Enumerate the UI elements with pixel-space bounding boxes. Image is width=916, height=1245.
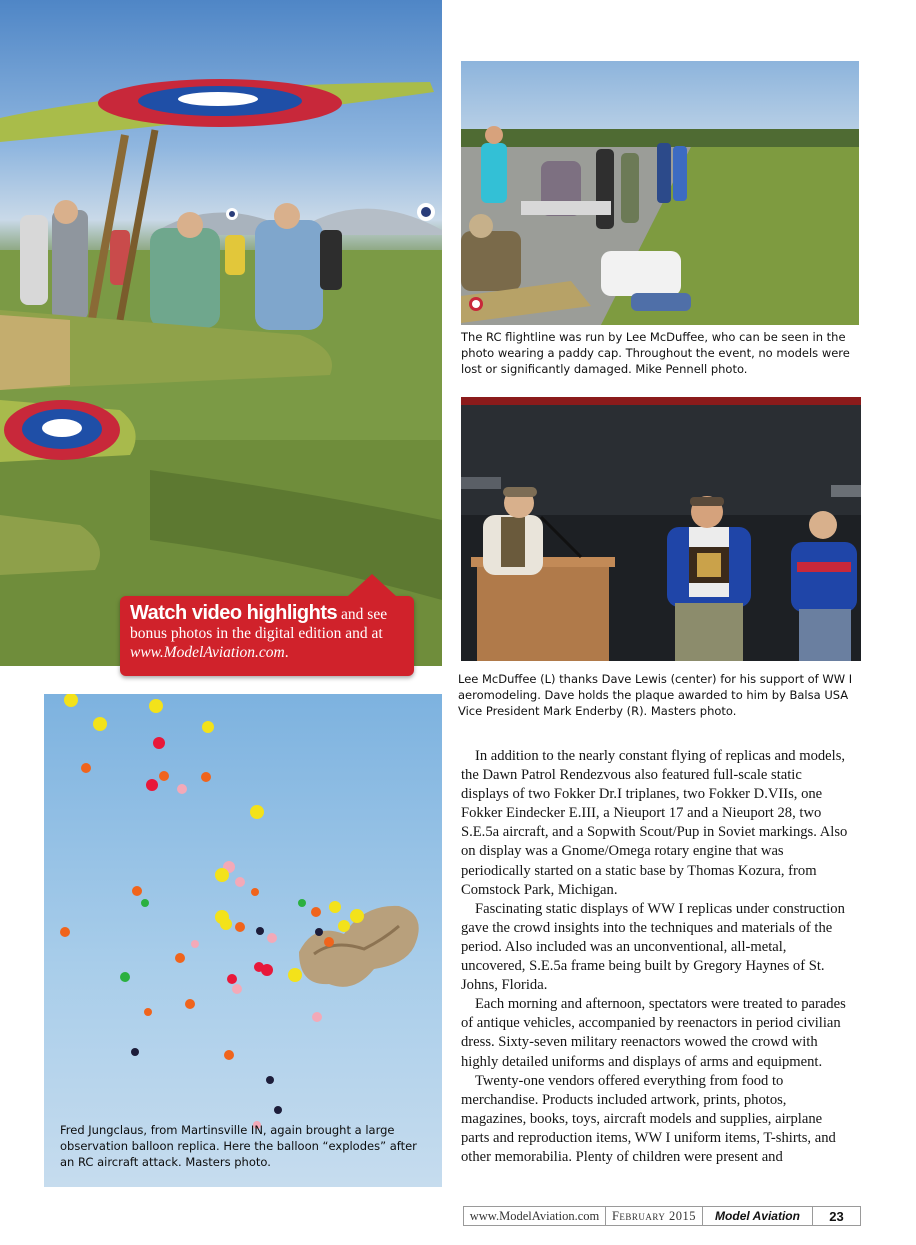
- callout-rest: and see bonus photos in the digital edition and at: [130, 606, 388, 642]
- article-paragraph: Fascinating static displays of WW I replicas under construction gave the crowd insights into the techniques and materials of the period. Also included was an unconventional, all-metal, uncovered, S.E.5a frame being built by Gregory Haynes of St. Johns, Florida.: [461, 900, 845, 994]
- callout-text: [130, 604, 404, 662]
- footer-date: February 2015: [606, 1207, 703, 1225]
- video-highlights-callout[interactable]: [120, 596, 414, 676]
- footer-magazine-title: Model Aviation: [703, 1207, 813, 1225]
- callout-url-link[interactable]: www.ModelAviation.com: [130, 644, 285, 661]
- flightline-photo: [461, 61, 859, 325]
- page-footer: [463, 1206, 861, 1226]
- footer-url-link[interactable]: www.ModelAviation.com: [464, 1207, 606, 1225]
- callout-lead: Watch video highlights: [130, 602, 338, 624]
- article-paragraph: In addition to the nearly constant flying of replicas and models, the Dawn Patrol Rendezvous also featured full-scale static displays of two Fokker Dr.I triplanes, two Fokker D.VIIs, one Fokker Eindecker E.III, a Nieuport 17 and a Nieuport 28, two S.E.5a aircraft, and a Sopwith Scout/Pup in Soviet markings. Also on display was a Gnome/Omega rotary engine that was periodically started on a static base by Thomas Kozura, from Comstock Park, Michigan.: [461, 748, 848, 898]
- callout-end: .: [284, 644, 289, 661]
- callout-pointer: [348, 574, 396, 596]
- awards-caption: Lee McDuffee (L) thanks Dave Lewis (center) for his support of WW I aeromodeling. Dave holds the plaque awarded to him by Balsa USA Vice President Mark Enderby (R). Masters photo.: [458, 672, 853, 718]
- awards-photo: [461, 397, 861, 661]
- airfield-photo: [0, 0, 442, 666]
- article-paragraph: Twenty-one vendors offered everything from food to merchandise. Products included artwork, prints, photos, magazines, books, toys, aircraft models and supplies, airplane parts and reproduction items, WW I uniform items, T-shirts, and other memorabilia. Plenty of children were present and: [461, 1072, 836, 1165]
- article-paragraph: Each morning and afternoon, spectators were treated to parades of antique vehicles, accompanied by reenactors in period civilian dress. Sixty-seven military reenactors wowed the crowd with highly detailed uniforms and displays of arms and equipment.: [461, 996, 846, 1070]
- balloon-caption: Fred Jungclaus, from Martinsville IN, again brought a large observation balloon replica. Here the balloon “explodes” after an RC aircraft attack. Masters photo.: [60, 1123, 417, 1169]
- article-body: [461, 747, 853, 1167]
- flightline-caption: The RC flightline was run by Lee McDuffee, who can be seen in the photo wearing a paddy cap. Throughout the event, no models were lost or significantly damaged. Mike Pennell photo.: [461, 330, 850, 376]
- balloons-photo: [44, 694, 442, 1187]
- page-number: 23: [829, 1208, 844, 1224]
